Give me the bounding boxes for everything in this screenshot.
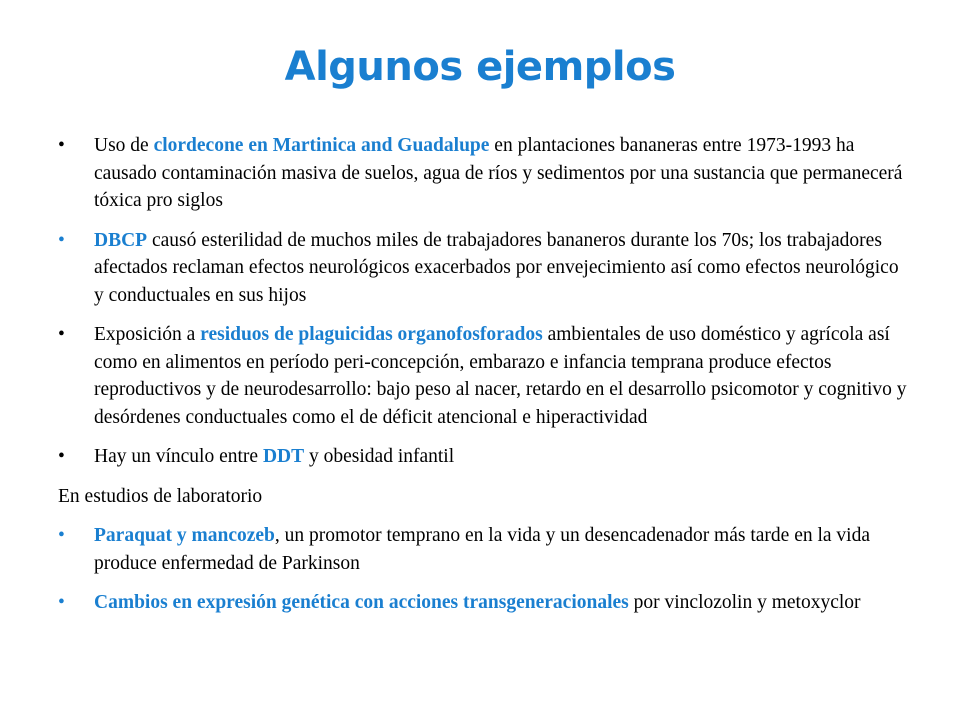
bullet-text-after: y obesidad infantil [304, 446, 455, 467]
bullet-highlight: residuos de plaguicidas organofosforados [200, 324, 543, 345]
bullet-item-dbcp [58, 227, 908, 310]
bullet-icon: • [58, 135, 65, 156]
slide-title: Algunos ejemplos [284, 44, 676, 90]
bullet-text-before: Hay un vínculo entre [94, 446, 263, 467]
section-label-text: En estudios de laboratorio [58, 485, 263, 507]
bullet-highlight: DBCP [94, 229, 148, 251]
bullet-highlight: Paraquat y mancozeb [94, 525, 275, 546]
bullet-item-clordecone [58, 132, 908, 215]
bullet-highlight: DDT [262, 446, 305, 467]
bullet-item-transgeneracionales [58, 589, 908, 617]
bullet-icon: • [58, 446, 65, 467]
bullet-highlight: Cambios en expresión genética con acciones transgeneracionales [94, 592, 629, 613]
bullet-icon: • [58, 525, 65, 546]
bullet-text-after: por vinclozolin y metoxyclor [628, 592, 861, 613]
bullet-item-organofosforados [58, 321, 908, 431]
bullet-icon: • [58, 324, 65, 345]
bullet-text-before: Exposición a [94, 324, 201, 345]
bullet-icon: • [58, 592, 65, 613]
bullet-item-ddt [58, 443, 908, 471]
bullet-list [58, 132, 908, 629]
bullet-item-paraquat [58, 522, 908, 577]
bullet-text-before: Uso de [94, 135, 154, 156]
bullet-text-after: en plantaciones bananeras entre 1973-1993 ha causado contaminación masiva de suelos, agua de ríos y sedimentos por una sustancia que permanecerá tóxica pro siglos [94, 135, 903, 211]
bullet-highlight: clordecone en Martinica and Guadalupe [153, 135, 490, 156]
bullet-icon: • [58, 229, 65, 251]
bullet-text-after: ambientales de uso doméstico y agrícola así como en alimentos en período peri-concepción, embarazo e infancia temprana produce efectos reproductivos y de neurodesarrollo: bajo peso al nacer, retardo en el desarrollo psicomotor y cognitivo y desórdenes conductuales como el de déficit atencional e hiperactividad [94, 324, 907, 428]
bullet-text-after: , un promotor temprano en la vida y un desencadenador más tarde en la vida produce enfermedad de Parkinson [94, 525, 870, 574]
bullet-text-after: causó esterilidad de muchos miles de trabajadores bananeros durante los 70s; los trabajadores afectados reclaman efectos neurológicos exacerbados por envejecimiento así como efectos neurológico y conductuales en sus hijos [94, 229, 899, 306]
section-label-laboratorio [58, 483, 908, 511]
